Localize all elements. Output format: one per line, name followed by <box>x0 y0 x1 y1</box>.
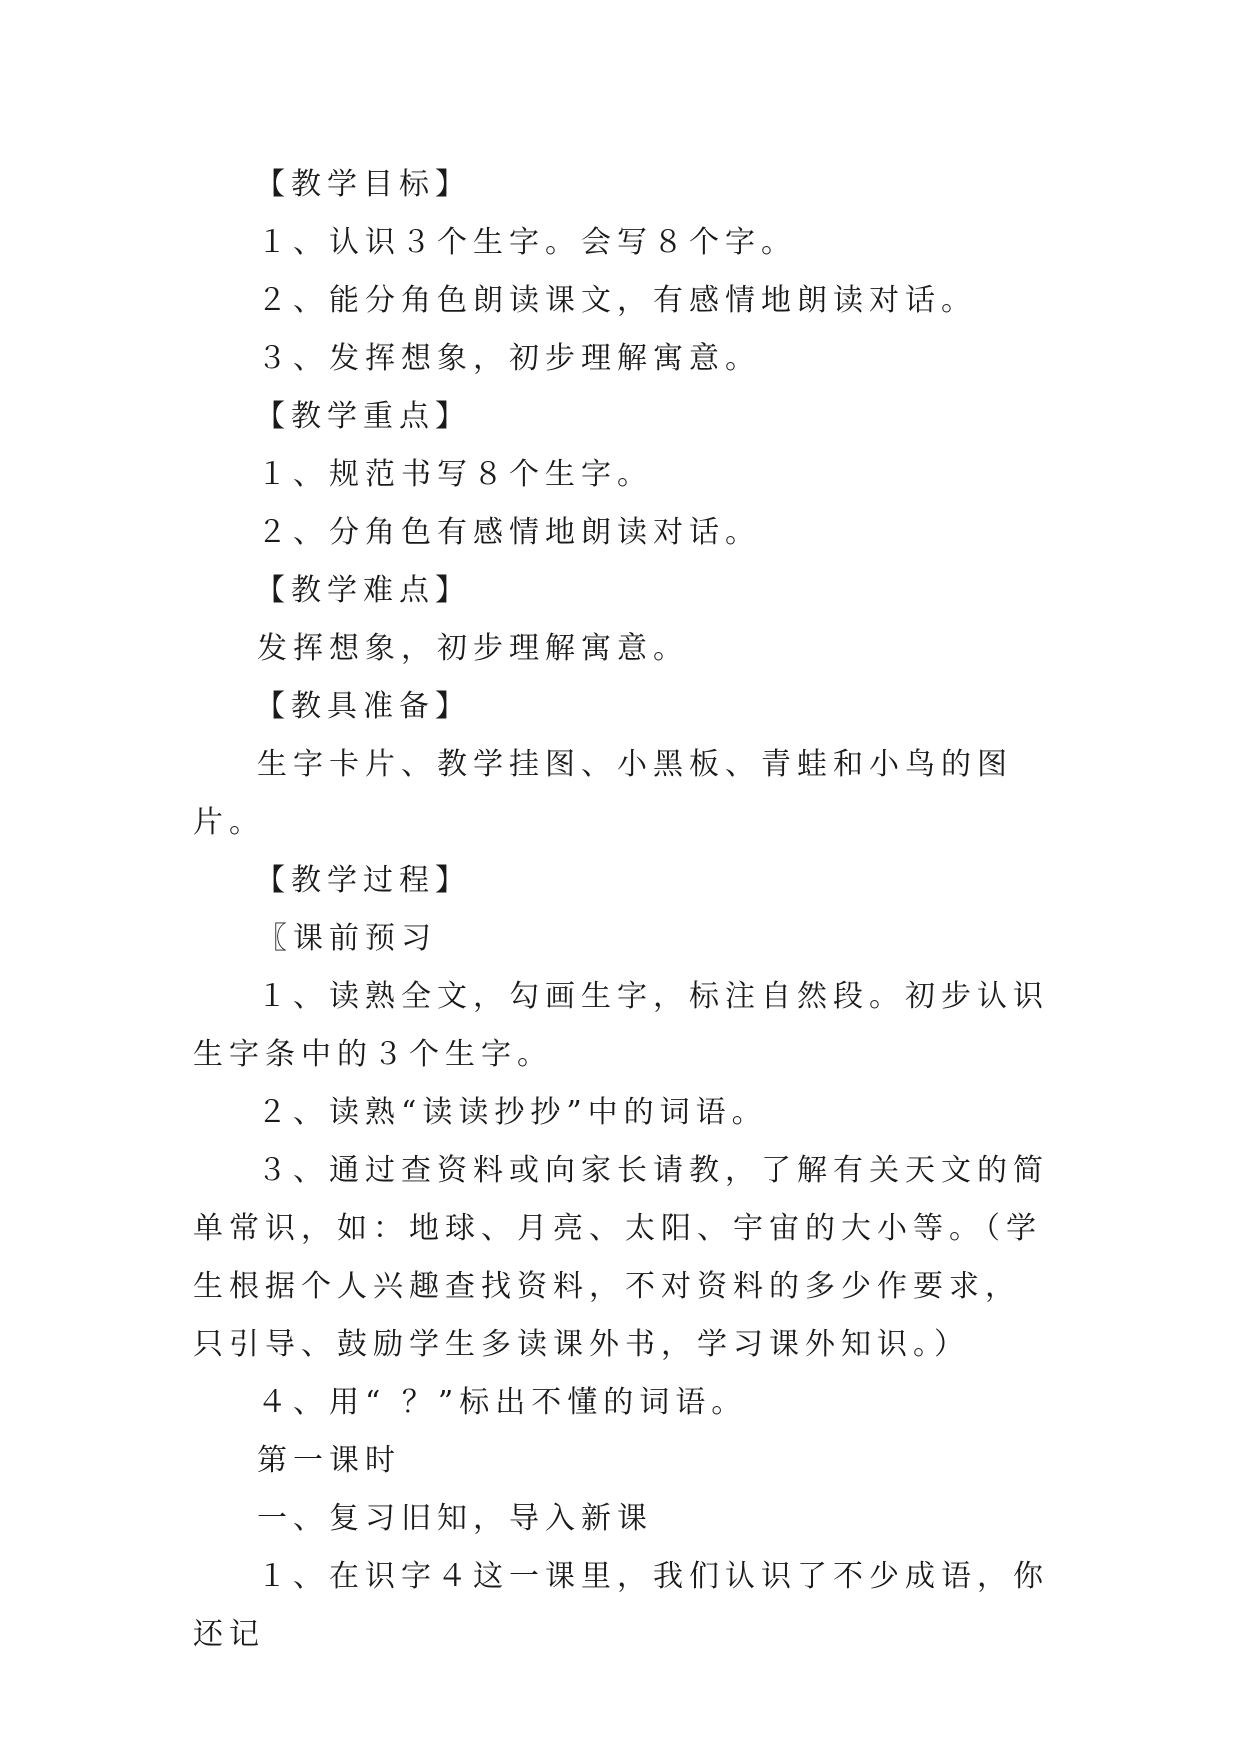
goal-item-3: ３、发挥想象，初步理解寓意。 <box>257 341 761 376</box>
step-one-heading: 一、复习旧知，导入新课 <box>257 1501 653 1536</box>
materials-text: 生字卡片、教学挂图、小黑板、青蛙和小鸟的图片。 <box>193 747 1013 840</box>
preview-item-2: ２、读熟“读读抄抄”中的词语。 <box>257 1095 768 1130</box>
difficulty-text: 发挥想象，初步理解寓意。 <box>257 631 689 666</box>
preview-item-1: １、读熟全文，勾画生字，标注自然段。初步认识生字条中的３个生字。 <box>193 979 1049 1072</box>
step-one-item-1: １、在识字４这一课里，我们认识了不少成语，你还记 <box>193 1559 1049 1652</box>
preview-item-3: ３、通过查资料或向家长请教，了解有关天文的简单常识，如：地球、月亮、太阳、宇宙的大小等。（学生根据个人兴趣查找资料，不对资料的多少作要求，只引导、鼓励学生多读课外书，学习课外知识。） <box>193 1153 1049 1362</box>
section-heading-key-points: 【教学重点】 <box>255 399 471 434</box>
preview-heading: 〖课前预习 <box>257 921 437 956</box>
goal-item-1: １、认识３个生字。会写８个字。 <box>257 225 797 260</box>
section-heading-difficulties: 【教学难点】 <box>255 573 471 608</box>
lesson-one-heading: 第一课时 <box>257 1443 401 1478</box>
goal-item-2: ２、能分角色朗读课文，有感情地朗读对话。 <box>257 283 977 318</box>
document-body <box>193 156 1053 1664</box>
key-point-item-1: １、规范书写８个生字。 <box>257 457 653 492</box>
key-point-item-2: ２、分角色有感情地朗读对话。 <box>257 515 761 550</box>
section-heading-materials: 【教具准备】 <box>255 689 471 724</box>
preview-item-4: ４、用“ ？”标出不懂的词语。 <box>257 1385 748 1420</box>
section-heading-process: 【教学过程】 <box>255 863 471 898</box>
section-heading-teaching-goals: 【教学目标】 <box>255 167 471 202</box>
